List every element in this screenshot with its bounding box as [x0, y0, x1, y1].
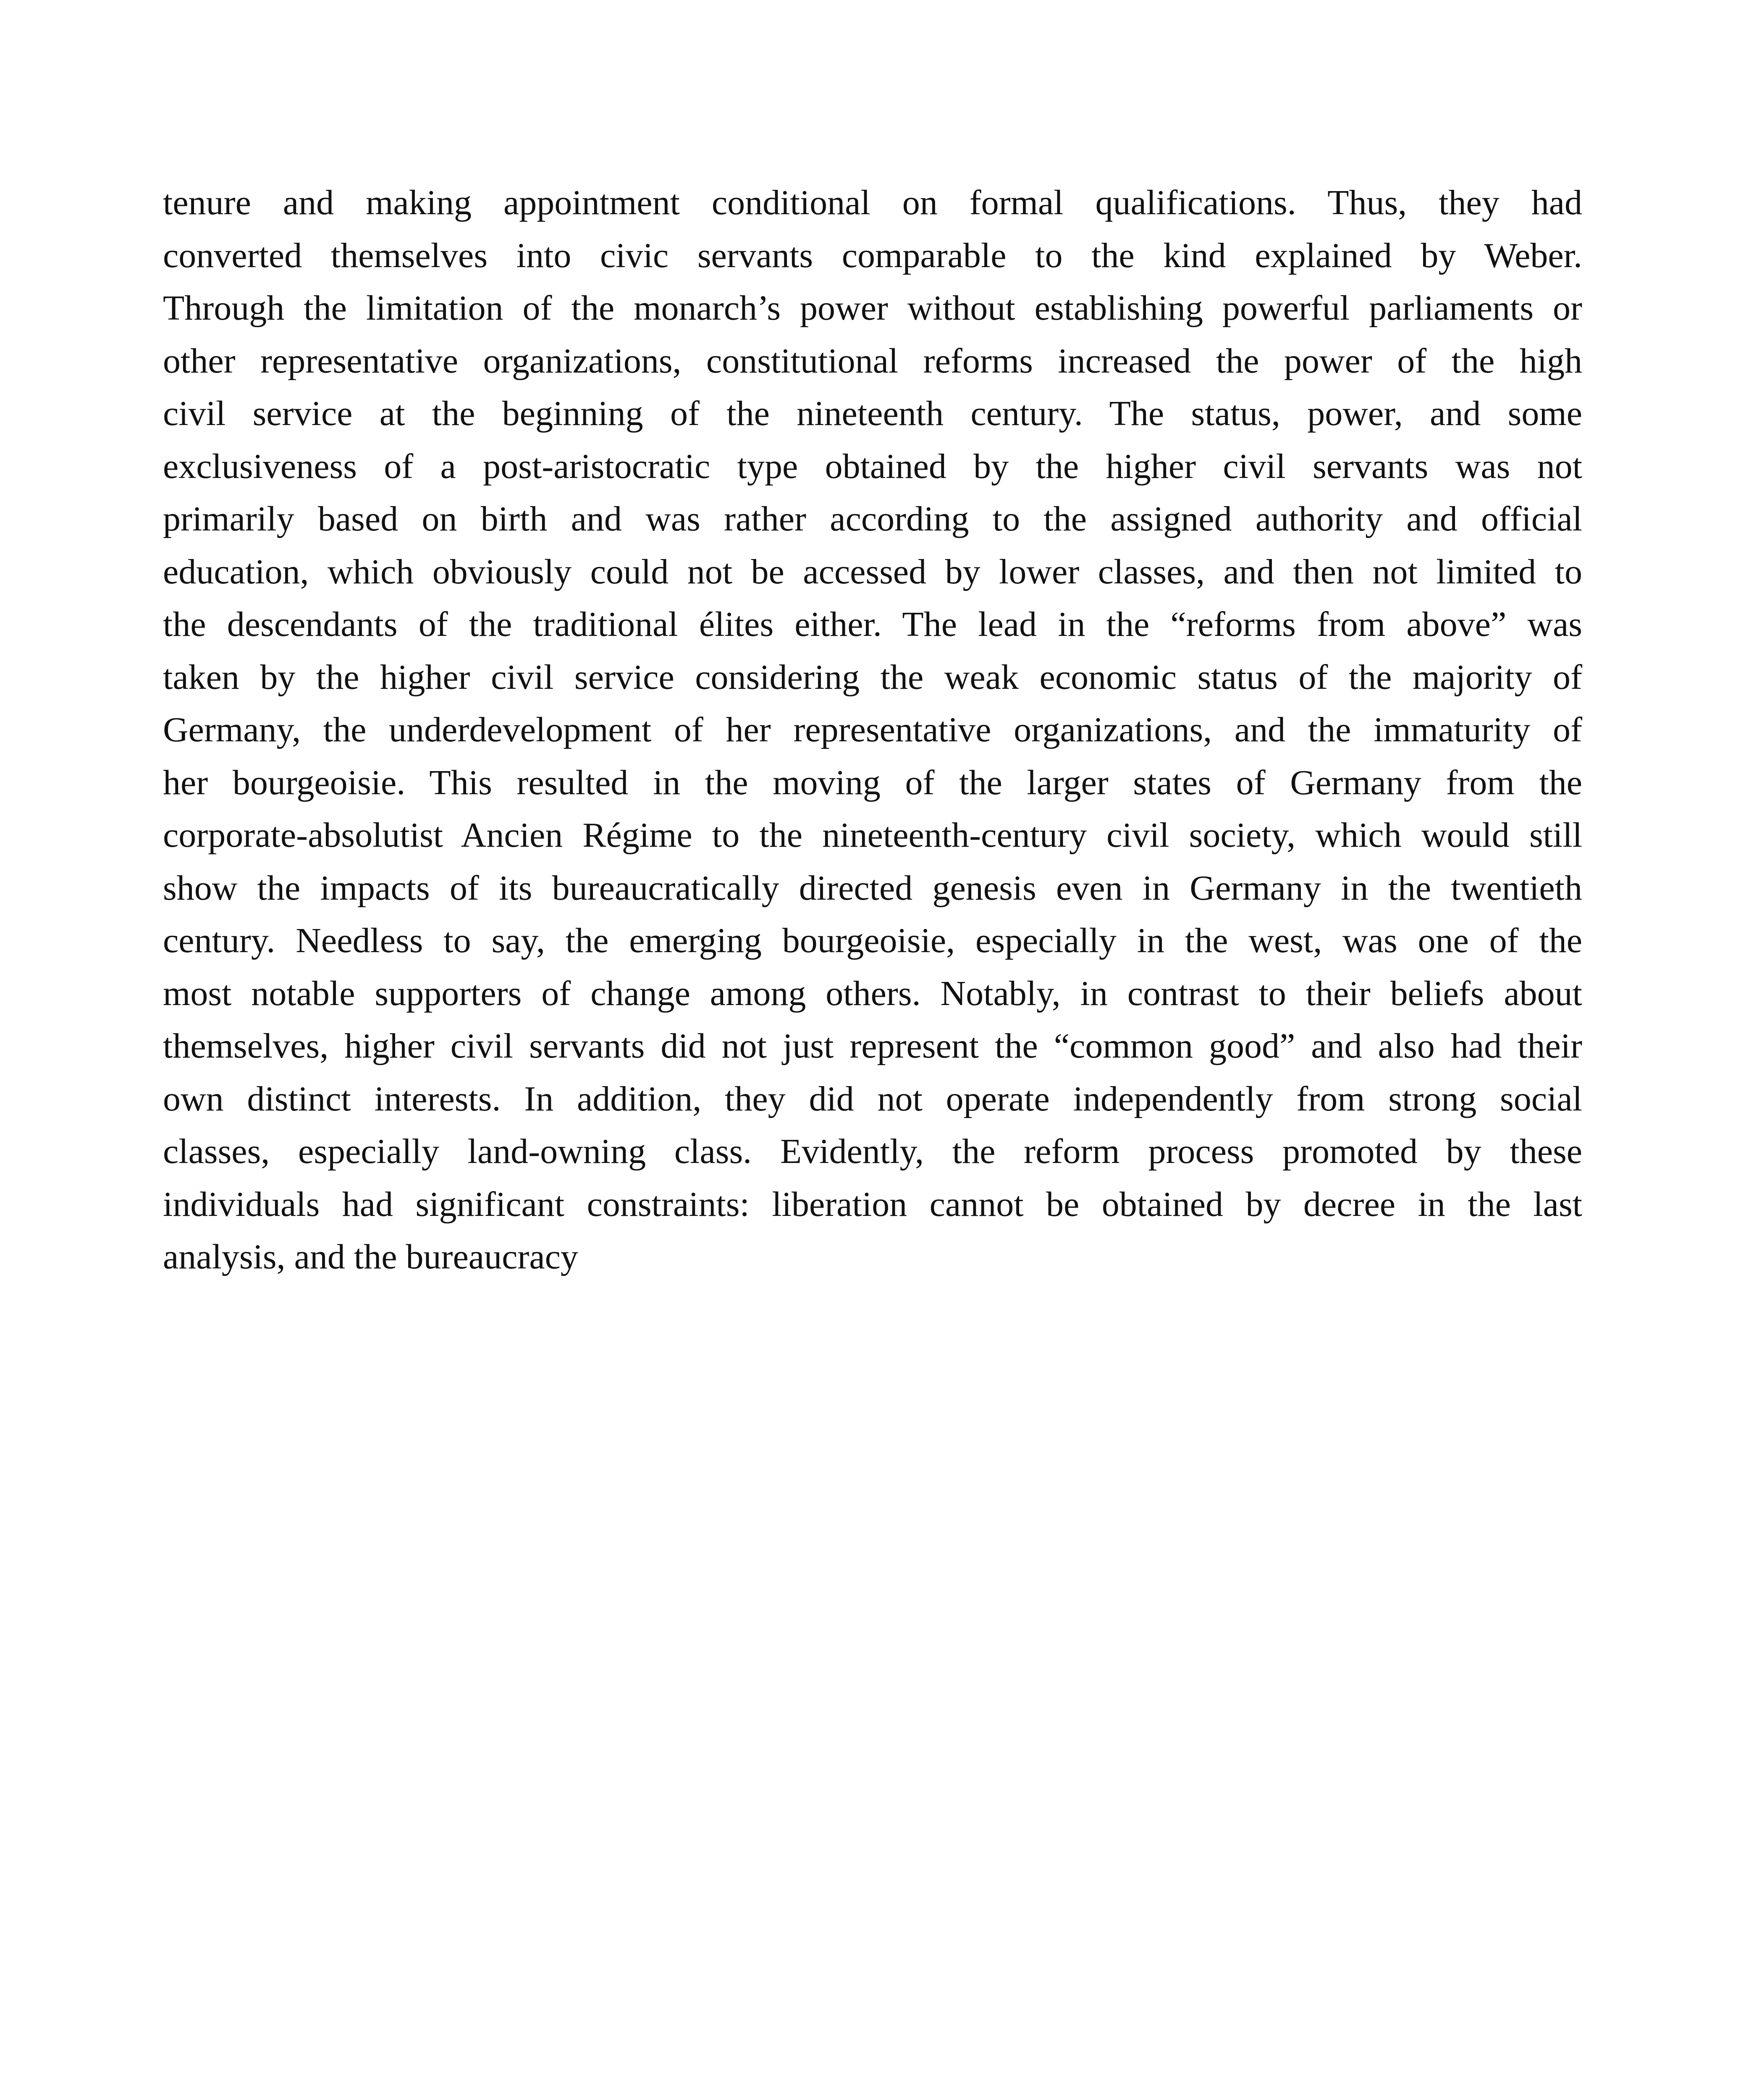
text-line: own distinct interests. In addition, they did not operate independently from strong social — [163, 1079, 1582, 1118]
text-line: Germany, the underdevelopment of her representative organizations, and the immaturity of — [163, 710, 1582, 749]
text-line: tenure and making appointment conditional on formal qualifications. Thus, they had — [163, 183, 1582, 222]
text-line: primarily based on birth and was rather according to the assigned authority and official — [163, 499, 1582, 538]
text-line: the descendants of the traditional élites either. The lead in the “reforms from above” was — [163, 605, 1582, 644]
text-line: civil service at the beginning of the nineteenth century. The status, power, and some — [163, 394, 1582, 433]
text-line: century. Needless to say, the emerging bourgeoisie, especially in the west, was one of the — [163, 921, 1582, 960]
text-line: show the impacts of its bureaucratically directed genesis even in Germany in the twentieth — [163, 868, 1582, 908]
text-line: converted themselves into civic servants comparable to the kind explained by Weber. — [163, 236, 1582, 275]
text-line: corporate-absolutist Ancien Régime to the nineteenth-century civil society, which would still — [163, 816, 1582, 855]
text-line: Through the limitation of the monarch’s power without establishing powerful parliaments or — [163, 289, 1582, 328]
text-line: taken by the higher civil service considering the weak economic status of the majority of — [163, 657, 1582, 697]
body-paragraph — [163, 176, 1582, 1284]
text-line: education, which obviously could not be accessed by lower classes, and then not limited to — [163, 552, 1582, 591]
text-line: classes, especially land-owning class. Evidently, the reform process promoted by these — [163, 1132, 1582, 1171]
text-line: analysis, and the bureaucracy — [163, 1237, 578, 1276]
text-line: other representative organizations, constitutional reforms increased the power of the high — [163, 341, 1582, 381]
text-line: exclusiveness of a post-aristocratic type obtained by the higher civil servants was not — [163, 446, 1582, 486]
text-line: individuals had significant constraints: liberation cannot be obtained by decree in the last — [163, 1184, 1582, 1224]
text-line: her bourgeoisie. This resulted in the moving of the larger states of Germany from the — [163, 763, 1582, 802]
text-line: themselves, higher civil servants did not just represent the “common good” and also had their — [163, 1026, 1582, 1066]
text-line: most notable supporters of change among others. Notably, in contrast to their beliefs about — [163, 974, 1582, 1013]
